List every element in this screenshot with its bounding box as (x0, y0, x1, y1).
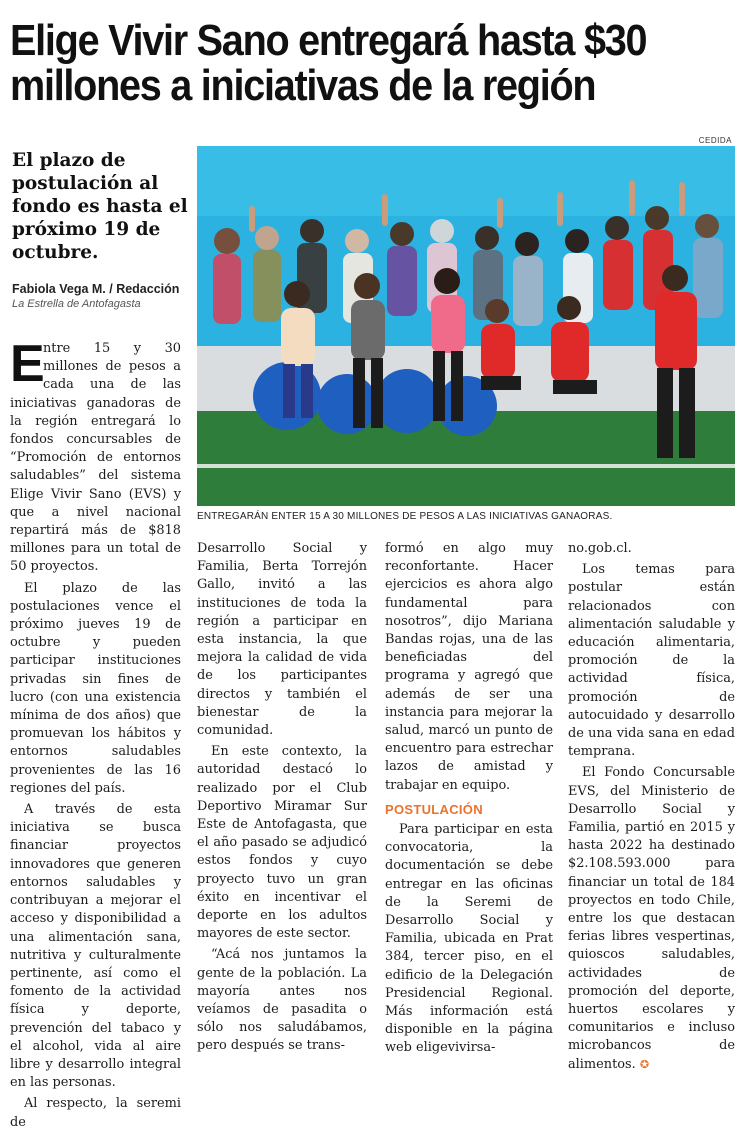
group-photo-illustration (197, 146, 735, 506)
drop-cap: E (10, 335, 45, 393)
body-column-4 (568, 540, 735, 1077)
body-paragraph: En este contexto, la autoridad destacó lo realizado por el Club Deportivo Miramar Sur Este de Antofagasta, que el año pasado se adjudicó estos fondos y cuyo proyecto tuvo un gran éxito en incentivar el deporte en los adultos mayores de este sector. (197, 744, 367, 942)
paragraph-text: ntre 15 y 30 millones de pesos a cada una de las iniciativas ganadoras de la región entregará lo fondos concursables de “Promoción de entornos saludables” del sistema Elige Vivir Sano (EVS) y que a nivel nacional repartirá más de $818 millones para un total de 50 proyectos. (10, 341, 181, 575)
paragraph-text: El Fondo Concursable EVS, del Ministerio de Desarrollo Social y Familia, partió en 2015 y hasta 2022 ha destinado $2.108.593.000 para financiar un total de 184 proyectos en todo Chile, entre los que destacan ferias libres vespertinas, quioscos saludables, actividades de promoción del deporte, huertos escolares y comunitarios e incluso microbancos de alimentos. (568, 765, 735, 1072)
section-subhead: POSTULACIÓN (385, 801, 483, 817)
article-photo (197, 146, 735, 506)
body-paragraph: El plazo de las postulaciones vence el próximo jueves 19 de octubre y pueden participar instituciones privadas sin fines de lucro (con una existencia mínima de dos años) que promuevan los hábitos y entornos saludables provenientes de las 16 regiones del país. (10, 580, 181, 796)
photo-credit: CEDIDA (698, 136, 732, 145)
body-column-3 (385, 540, 553, 1061)
byline: Fabiola Vega M. / Redacción (12, 282, 180, 296)
lead-paragraph (10, 335, 181, 577)
body-column-2 (197, 540, 367, 1059)
dek: El plazo de postulación al fondo es hasta el próximo 19 de octubre. (12, 150, 188, 263)
body-paragraph: A través de esta iniciativa se busca financiar proyectos innovadores que generen entornos saludables y contribuyan a mejorar el acceso y disponibilidad a una alimentación sana, nutritiva y culturalmente pertinente, así como el fomento de la actividad física y deporte, prevención del tabaco y el alcohol, vida al aire libre y desarrollo integral en las personas. (10, 802, 181, 1091)
source-publication: La Estrella de Antofagasta (12, 298, 141, 310)
end-mark-icon: ✪ (639, 1057, 650, 1071)
body-paragraph (568, 764, 735, 1073)
body-paragraph: formó en algo muy reconfortante. Hacer ejercicios es ahora algo fundamental para nosotros”, dijo Mariana Bandas rojas, una de las beneficiadas del programa y agregó que además de ser una instancia para mejorar la salud, marcó un punto de encuentro para estrechar lazos de amistad y trabajar en equipo. (385, 541, 553, 793)
body-column-1 (10, 335, 181, 1135)
body-paragraph: Para participar en esta convocatoria, la documentación se debe entregar en las oficinas de la Seremi de Desarrollo Social y Familia, ubicada en Prat 384, tercer piso, en el edificio de la Delegación Presidencial Regional. Más información está disponible en la página web eligevivirsa- (385, 822, 553, 1056)
headline: Elige Vivir Sano entregará hasta $30 millones a iniciativas de la región (10, 16, 647, 110)
body-paragraph: “Acá nos juntamos la gente de la población. La mayoría antes nos veíamos de pasadita o sólo nos saludábamos, pero después se trans- (197, 947, 367, 1054)
body-paragraph: no.gob.cl. (568, 541, 632, 556)
body-paragraph: Al respecto, la seremi de (10, 1096, 181, 1130)
photo-caption: ENTREGARÁN ENTER 15 A 30 MILLONES DE PESOS A LAS INICIATIVAS GANAORAS. (197, 511, 613, 522)
body-paragraph: Desarrollo Social y Familia, Berta Torrejón Gallo, invitó a las instituciones de toda la región a participar en esta instancia, la que mejora la calidad de vida de los participantes directos y también el bienestar de la comunidad. (197, 541, 367, 739)
body-paragraph: Los temas para postular están relacionados con alimentación saludable y educación alimentaria, promoción de la actividad física, promoción de autocuidado y desarrollo de una vida sana en edad temprana. (568, 562, 735, 760)
